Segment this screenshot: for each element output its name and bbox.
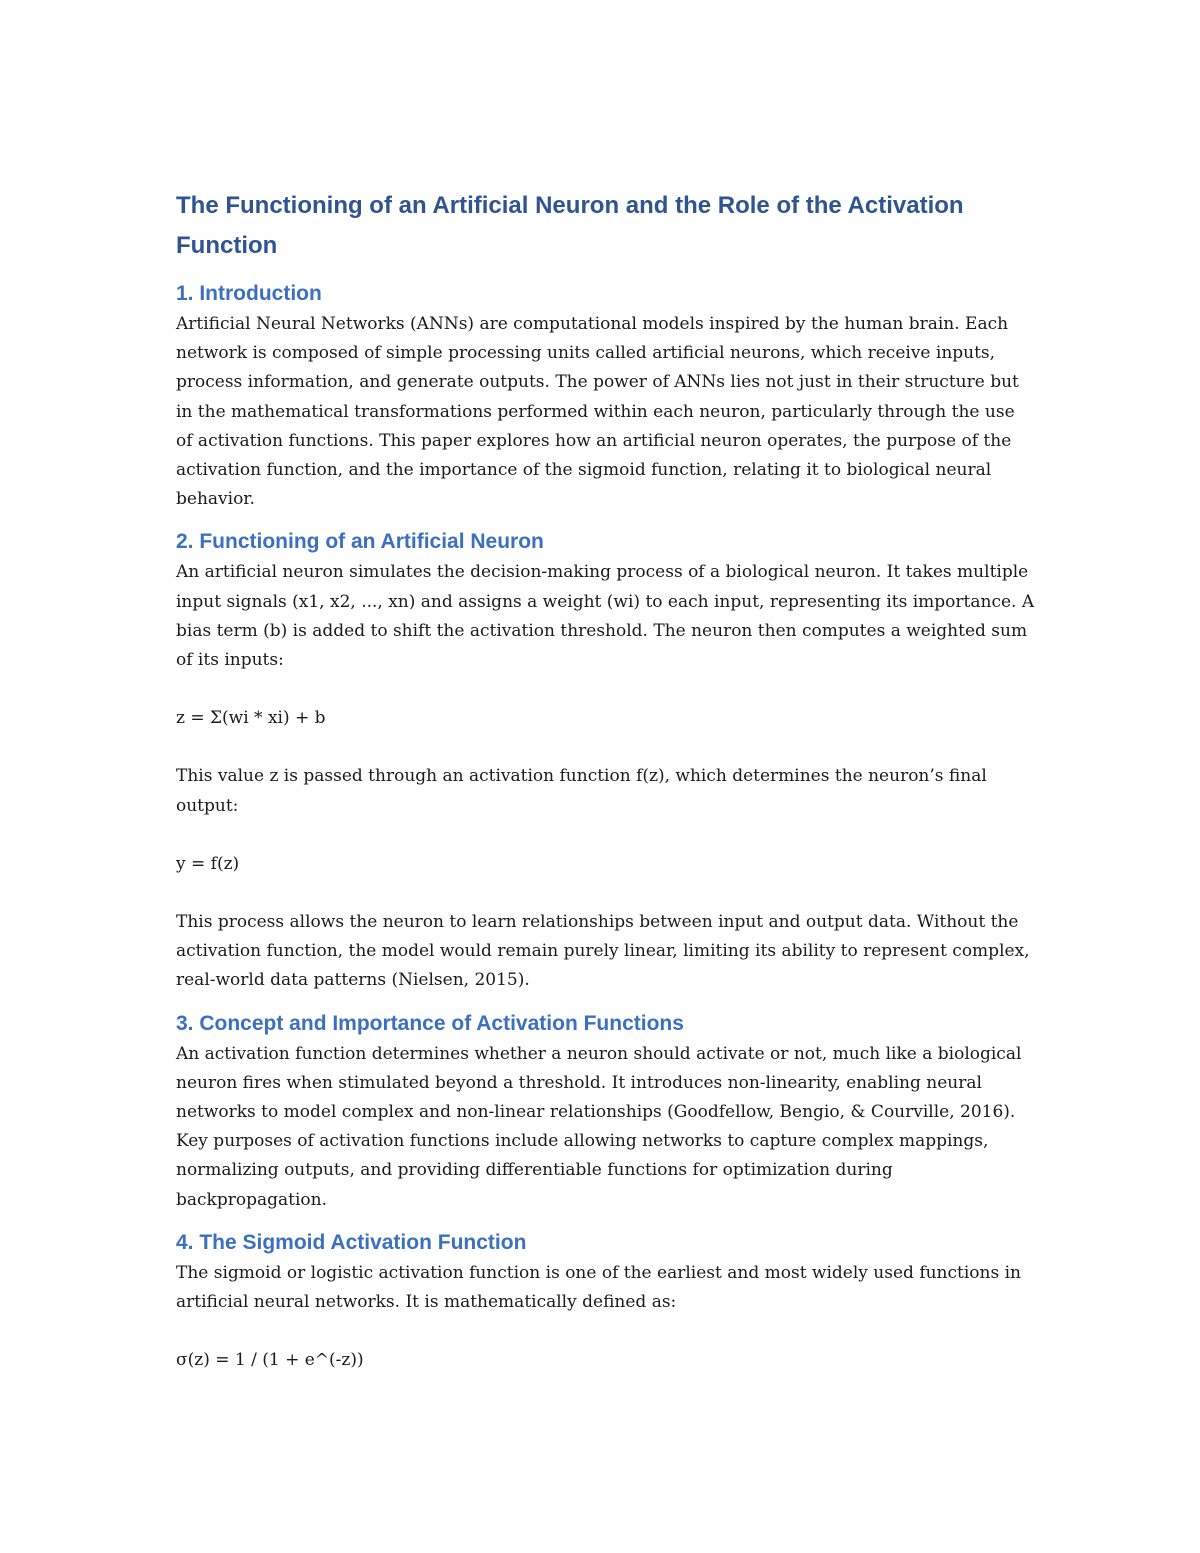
section-heading: 2. Functioning of an Artificial Neuron	[176, 530, 544, 554]
sigmoid-formula: σ(z) = 1 / (1 + e^(-z))	[176, 1350, 364, 1371]
section-activation-functions	[176, 1010, 1036, 1215]
section-functioning	[176, 528, 1036, 995]
section-paragraph: Artificial Neural Networks (ANNs) are computational models inspired by the human brain. Each network is composed of simple processing units called artificial neurons, which receive inputs, process information, and generate outputs. The power of ANNs lies not just in their structure but in the mathematical transformations performed within each neuron, particularly through the use of activation functions. This paper explores how an artificial neuron operates, the purpose of the activation function, and the importance of the sigmoid function, relating it to biological neural behavior.	[176, 314, 1019, 510]
section-paragraph: An artificial neuron simulates the decision-making process of a biological neuron. It takes multiple input signals (x1, x2, ..., xn) and assigns a weight (wi) to each input, representing its importance. A bias term (b) is added to shift the activation threshold. The neuron then computes a weighted sum of its inputs:	[176, 562, 1035, 671]
section-heading: 3. Concept and Importance of Activation Functions	[176, 1011, 684, 1035]
section-heading: 1. Introduction	[176, 282, 322, 305]
document-title: The Functioning of an Artificial Neuron and the Role of the Activation Function	[176, 192, 964, 259]
section-paragraph: The sigmoid or logistic activation function is one of the earliest and most widely used functions in artificial neural networks. It is mathematically defined as:	[176, 1262, 1021, 1313]
output-formula: y = f(z)	[176, 853, 240, 874]
section-sigmoid	[176, 1229, 1036, 1376]
section-introduction	[176, 280, 1036, 514]
section-paragraph: This value z is passed through an activation function f(z), which determines the neuron’s final output:	[176, 766, 987, 816]
document-body	[176, 186, 1036, 1375]
section-paragraph: This process allows the neuron to learn relationships between input and output data. Without the activation function, the model would remain purely linear, limiting its ability to represent complex, real-world data patterns (Nielsen, 2015).	[176, 912, 1030, 991]
section-paragraph: An activation function determines whether a neuron should activate or not, much like a biological neuron fires when stimulated beyond a threshold. It introduces non-linearity, enabling neural networks to model complex and non-linear relationships (Goodfellow, Bengio, & Courville, 2016). Key purposes of activation functions include allowing networks to capture complex mappings, normalizing outputs, and providing differentiable functions for optimization during backpropagation.	[176, 1043, 1022, 1210]
section-heading: 4. The Sigmoid Activation Function	[176, 1230, 527, 1254]
weighted-sum-formula: z = Σ(wi * xi) + b	[176, 708, 326, 729]
